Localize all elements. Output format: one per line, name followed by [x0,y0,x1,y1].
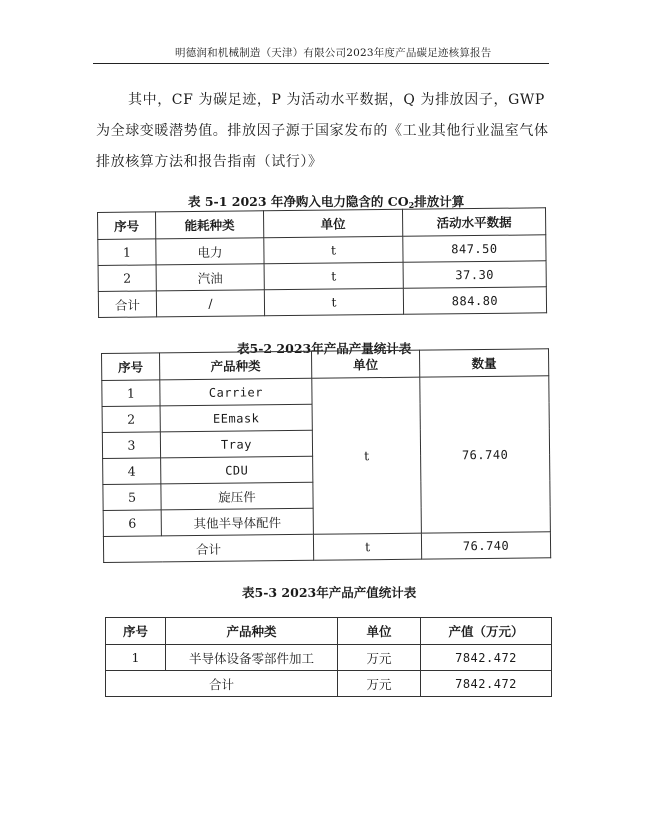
quantity-cell-merged: 76.740 [420,376,551,533]
table-row [102,376,549,407]
col-header: 单位 [311,350,419,378]
cell: 万元 [338,671,421,697]
col-header: 序号 [102,353,160,381]
cell: 3 [102,432,160,459]
unit-cell-merged: t [312,377,422,534]
cell: / [156,290,264,317]
cell: t [264,236,403,263]
cell: 4 [103,458,161,485]
cell: 旋压件 [161,482,313,510]
table-electricity-emissions [97,207,547,318]
table3-caption: 表5-3 2023年产品产值统计表 [242,585,417,600]
report-header: 明德润和机械制造（天津）有限公司2023年度产品碳足迹核算报告 [175,47,492,59]
cell: t [313,533,421,560]
col-header: 数量 [419,349,548,377]
table1-caption-text: 表 5-1 2023 年净购入电力隐含的 CO [188,194,409,209]
cell: Carrier [160,378,312,406]
cell: 6 [103,510,161,537]
col-header: 序号 [98,212,156,240]
cell: 1 [106,645,166,671]
col-header: 产值（万元） [421,618,552,645]
cell: 7842.472 [421,671,552,697]
table1-caption-subscript: 2 [408,200,415,210]
table-header-row [106,618,552,645]
cell: CDU [161,456,313,484]
col-header: 产品种类 [160,351,312,380]
cell: 万元 [338,645,421,671]
cell: 5 [103,484,161,511]
cell: 1 [102,380,160,407]
cell: 半导体设备零部件加工 [166,645,338,671]
table2-caption: 表5-2 2023年产品产量统计表 [237,341,412,356]
table1-caption-text-end: 排放计算 [414,194,465,209]
cell: 37.30 [403,261,546,288]
cell: 电力 [156,238,264,265]
cell: 1 [98,239,156,266]
cell: 其他半导体配件 [161,508,313,536]
table-row-total [98,287,546,318]
cell: t [264,262,403,289]
table-row [106,645,552,671]
header-rule [93,63,549,64]
table1-caption [188,192,464,210]
cell: 7842.472 [421,645,552,671]
cell: 884.80 [403,287,546,314]
col-header: 能耗种类 [156,211,264,239]
table-product-output [101,348,551,563]
cell: 合计 [98,291,156,318]
cell: 847.50 [403,235,546,262]
cell: 合计 [103,534,313,562]
cell: 汽油 [156,264,264,291]
table-row-total [106,671,552,697]
cell: t [264,288,403,315]
cell: 2 [102,406,160,433]
col-header: 单位 [338,618,421,645]
cell: 76.740 [421,532,550,559]
col-header: 单位 [263,209,402,237]
cell: 2 [98,265,156,292]
cell: 合计 [106,671,338,697]
cell: EEmask [160,404,312,432]
col-header: 产品种类 [166,618,338,645]
table-row-total [103,532,550,563]
table-product-value [105,617,552,697]
cell: Tray [160,430,312,458]
body-paragraph: 其中，CF 为碳足迹，P 为活动水平数据，Q 为排放因子，GWP 为全球变暖潜势值。排放因子源于国家发布的《工业其他行业温室气体排放核算方法和报告指南（试行）》 [96,92,549,170]
col-header: 序号 [106,618,166,645]
col-header: 活动水平数据 [402,208,545,236]
